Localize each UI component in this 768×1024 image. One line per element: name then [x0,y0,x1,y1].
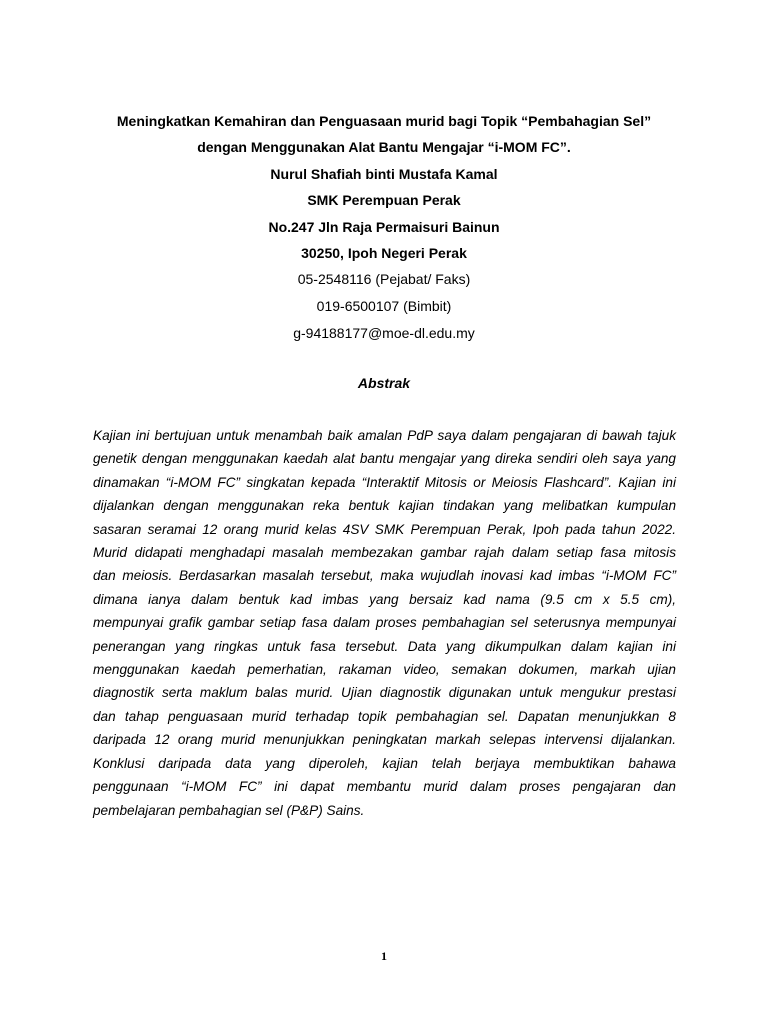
school-name: SMK Perempuan Perak [307,192,461,208]
phone-mobile: 019-6500107 (Bimbit) [316,298,452,314]
address-line-1: No.247 Jln Raja Permaisuri Bainun [268,219,500,235]
email-address: g-94188177@moe-dl.edu.my [293,325,475,341]
abstract-line: sasaran seramai 12 orang murid kelas 4SV SMK Perempuan Perak, Ipoh pada tahun 2022. [93,521,676,537]
abstract-line: dijalankan dengan menggunakan reka bentuk kajian tindakan yang melibatkan kumpulan [93,498,676,514]
abstract-line: penggunaan “i-MOM FC” ini dapat membantu murid dalam proses pengajaran dan [93,779,676,795]
abstract-line: dan meiosis. Berdasarkan masalah tersebut, maka wujudlah inovasi kad imbas “i-MOM FC” [93,568,676,584]
abstract-line: penerangan yang ringkas untuk fasa tersebut. Data yang dikumpulkan dalam kajian ini [93,638,676,654]
title-line-1: Meningkatkan Kemahiran dan Penguasaan murid bagi Topik “Pembahagian Sel” [116,113,652,129]
abstract-heading: Abstrak [357,375,411,391]
abstract-line: dimana ianya dalam bentuk kad imbas yang bersaiz kad nama (9.5 cm x 5.5 cm), [93,591,676,607]
title-line-2: dengan Menggunakan Alat Bantu Mengajar “i-MOM FC”. [197,139,571,155]
abstract-line: pembelajaran pembahagian sel (P&P) Sains. [93,802,365,818]
abstract-line: genetik dengan menggunakan kaedah alat bantu mengajar yang direka sendiri oleh saya yang [93,451,676,467]
page-number: 1 [381,949,387,963]
abstract-line: Konklusi daripada data yang diperoleh, kajian telah berjaya membuktikan bahawa [93,755,676,771]
phone-office: 05-2548116 (Pejabat/ Faks) [297,271,471,287]
abstract-line: diagnostik serta maklum balas murid. Ujian diagnostik digunakan untuk mengukur prestasi [93,685,676,701]
abstract-line: menggunakan kaedah pemerhatian, rakaman video, semakan dokumen, markah ujian [93,662,676,678]
abstract-line: Murid didapati menghadapi masalah membezakan gambar rajah dalam setiap fasa mitosis [93,545,676,561]
abstract-line: Kajian ini bertujuan untuk menambah baik amalan PdP saya dalam pengajaran di bawah tajuk [93,428,676,443]
abstract-line: daripada 12 orang murid menunjukkan peningkatan markah selepas intervensi dijalankan. [93,732,676,748]
abstract-line: mempunyai grafik gambar setiap fasa dalam proses pembahagian sel seterusnya mempunyai [93,615,676,631]
abstract-line: dan tahap penguasaan murid terhadap topik pembahagian sel. Dapatan menunjukkan 8 [93,708,676,724]
address-line-2: 30250, Ipoh Negeri Perak [301,245,467,261]
abstract-line: dinamakan “i-MOM FC” singkatan kepada “Interaktif Mitosis or Meiosis Flashcard”. Kajian ini [93,474,676,490]
author-name: Nurul Shafiah binti Mustafa Kamal [270,166,498,182]
abstract-body [93,424,676,822]
